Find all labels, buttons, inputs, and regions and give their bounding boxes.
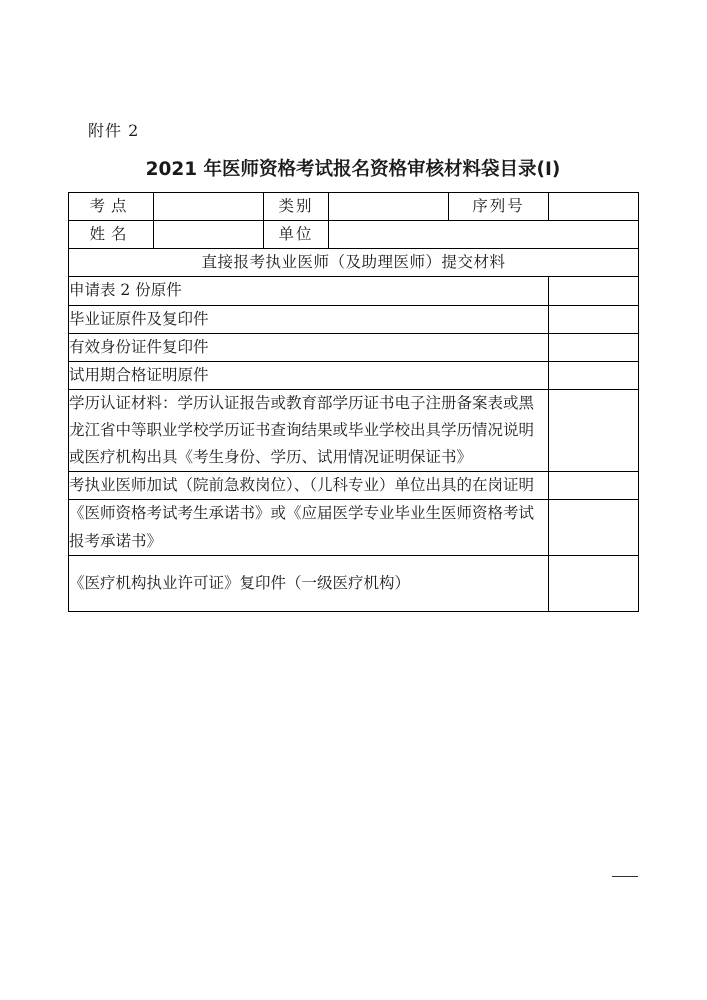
- page-footer-mark: [612, 876, 638, 877]
- checkbox-cell[interactable]: [549, 333, 639, 361]
- list-item: 考执业医师加试（院前急救岗位）、（儿科专业）单位出具的在岗证明: [69, 472, 549, 500]
- material-checklist-table: [68, 192, 639, 612]
- field-value-category[interactable]: [329, 193, 449, 221]
- list-item: 毕业证原件及复印件: [69, 305, 549, 333]
- field-label-serial-number: 序列号: [449, 193, 549, 221]
- page-title: 2021 年医师资格考试报名资格审核材料袋目录(I): [145, 159, 561, 180]
- list-item: 试用期合格证明原件: [69, 361, 549, 389]
- checkbox-cell[interactable]: [549, 472, 639, 500]
- table-row: [69, 555, 639, 611]
- checkbox-cell[interactable]: [549, 555, 639, 611]
- checkbox-cell[interactable]: [549, 305, 639, 333]
- field-label-unit: 单位: [264, 221, 329, 249]
- field-value-unit[interactable]: [329, 221, 639, 249]
- checkbox-cell[interactable]: [549, 277, 639, 305]
- list-item: 《医师资格考试考生承诺书》或《应届医学专业毕业生医师资格考试报考承诺书》: [69, 500, 549, 555]
- field-value-serial-number[interactable]: [549, 193, 639, 221]
- section-heading: 直接报考执业医师（及助理医师）提交材料: [69, 249, 639, 277]
- list-item: 学历认证材料：学历认证报告或教育部学历证书电子注册备案表或黑龙江省中等职业学校学历证书查询结果或毕业学校出具学历情况说明或医疗机构出具《考生身份、学历、试用情况证明保证书》: [69, 389, 549, 471]
- checkbox-cell[interactable]: [549, 389, 639, 471]
- table-row-exam-site: [69, 193, 639, 221]
- list-item: 有效身份证件复印件: [69, 333, 549, 361]
- table-row: [69, 361, 639, 389]
- field-value-exam-site[interactable]: [154, 193, 264, 221]
- checkbox-cell[interactable]: [549, 361, 639, 389]
- field-value-name[interactable]: [154, 221, 264, 249]
- table-row: [69, 472, 639, 500]
- field-label-name: 姓名: [69, 221, 154, 249]
- table-row: [69, 305, 639, 333]
- list-item: 《医疗机构执业许可证》复印件（一级医疗机构）: [69, 555, 549, 611]
- table-row-section-heading: [69, 249, 639, 277]
- field-label-category: 类别: [264, 193, 329, 221]
- table-row: [69, 277, 639, 305]
- table-row: [69, 500, 639, 555]
- table-row-name-unit: [69, 221, 639, 249]
- list-item: 申请表 2 份原件: [69, 277, 549, 305]
- attachment-label: 附件 2: [88, 121, 140, 140]
- table-row: [69, 389, 639, 471]
- checkbox-cell[interactable]: [549, 500, 639, 555]
- table-row: [69, 333, 639, 361]
- field-label-exam-site: 考点: [69, 193, 154, 221]
